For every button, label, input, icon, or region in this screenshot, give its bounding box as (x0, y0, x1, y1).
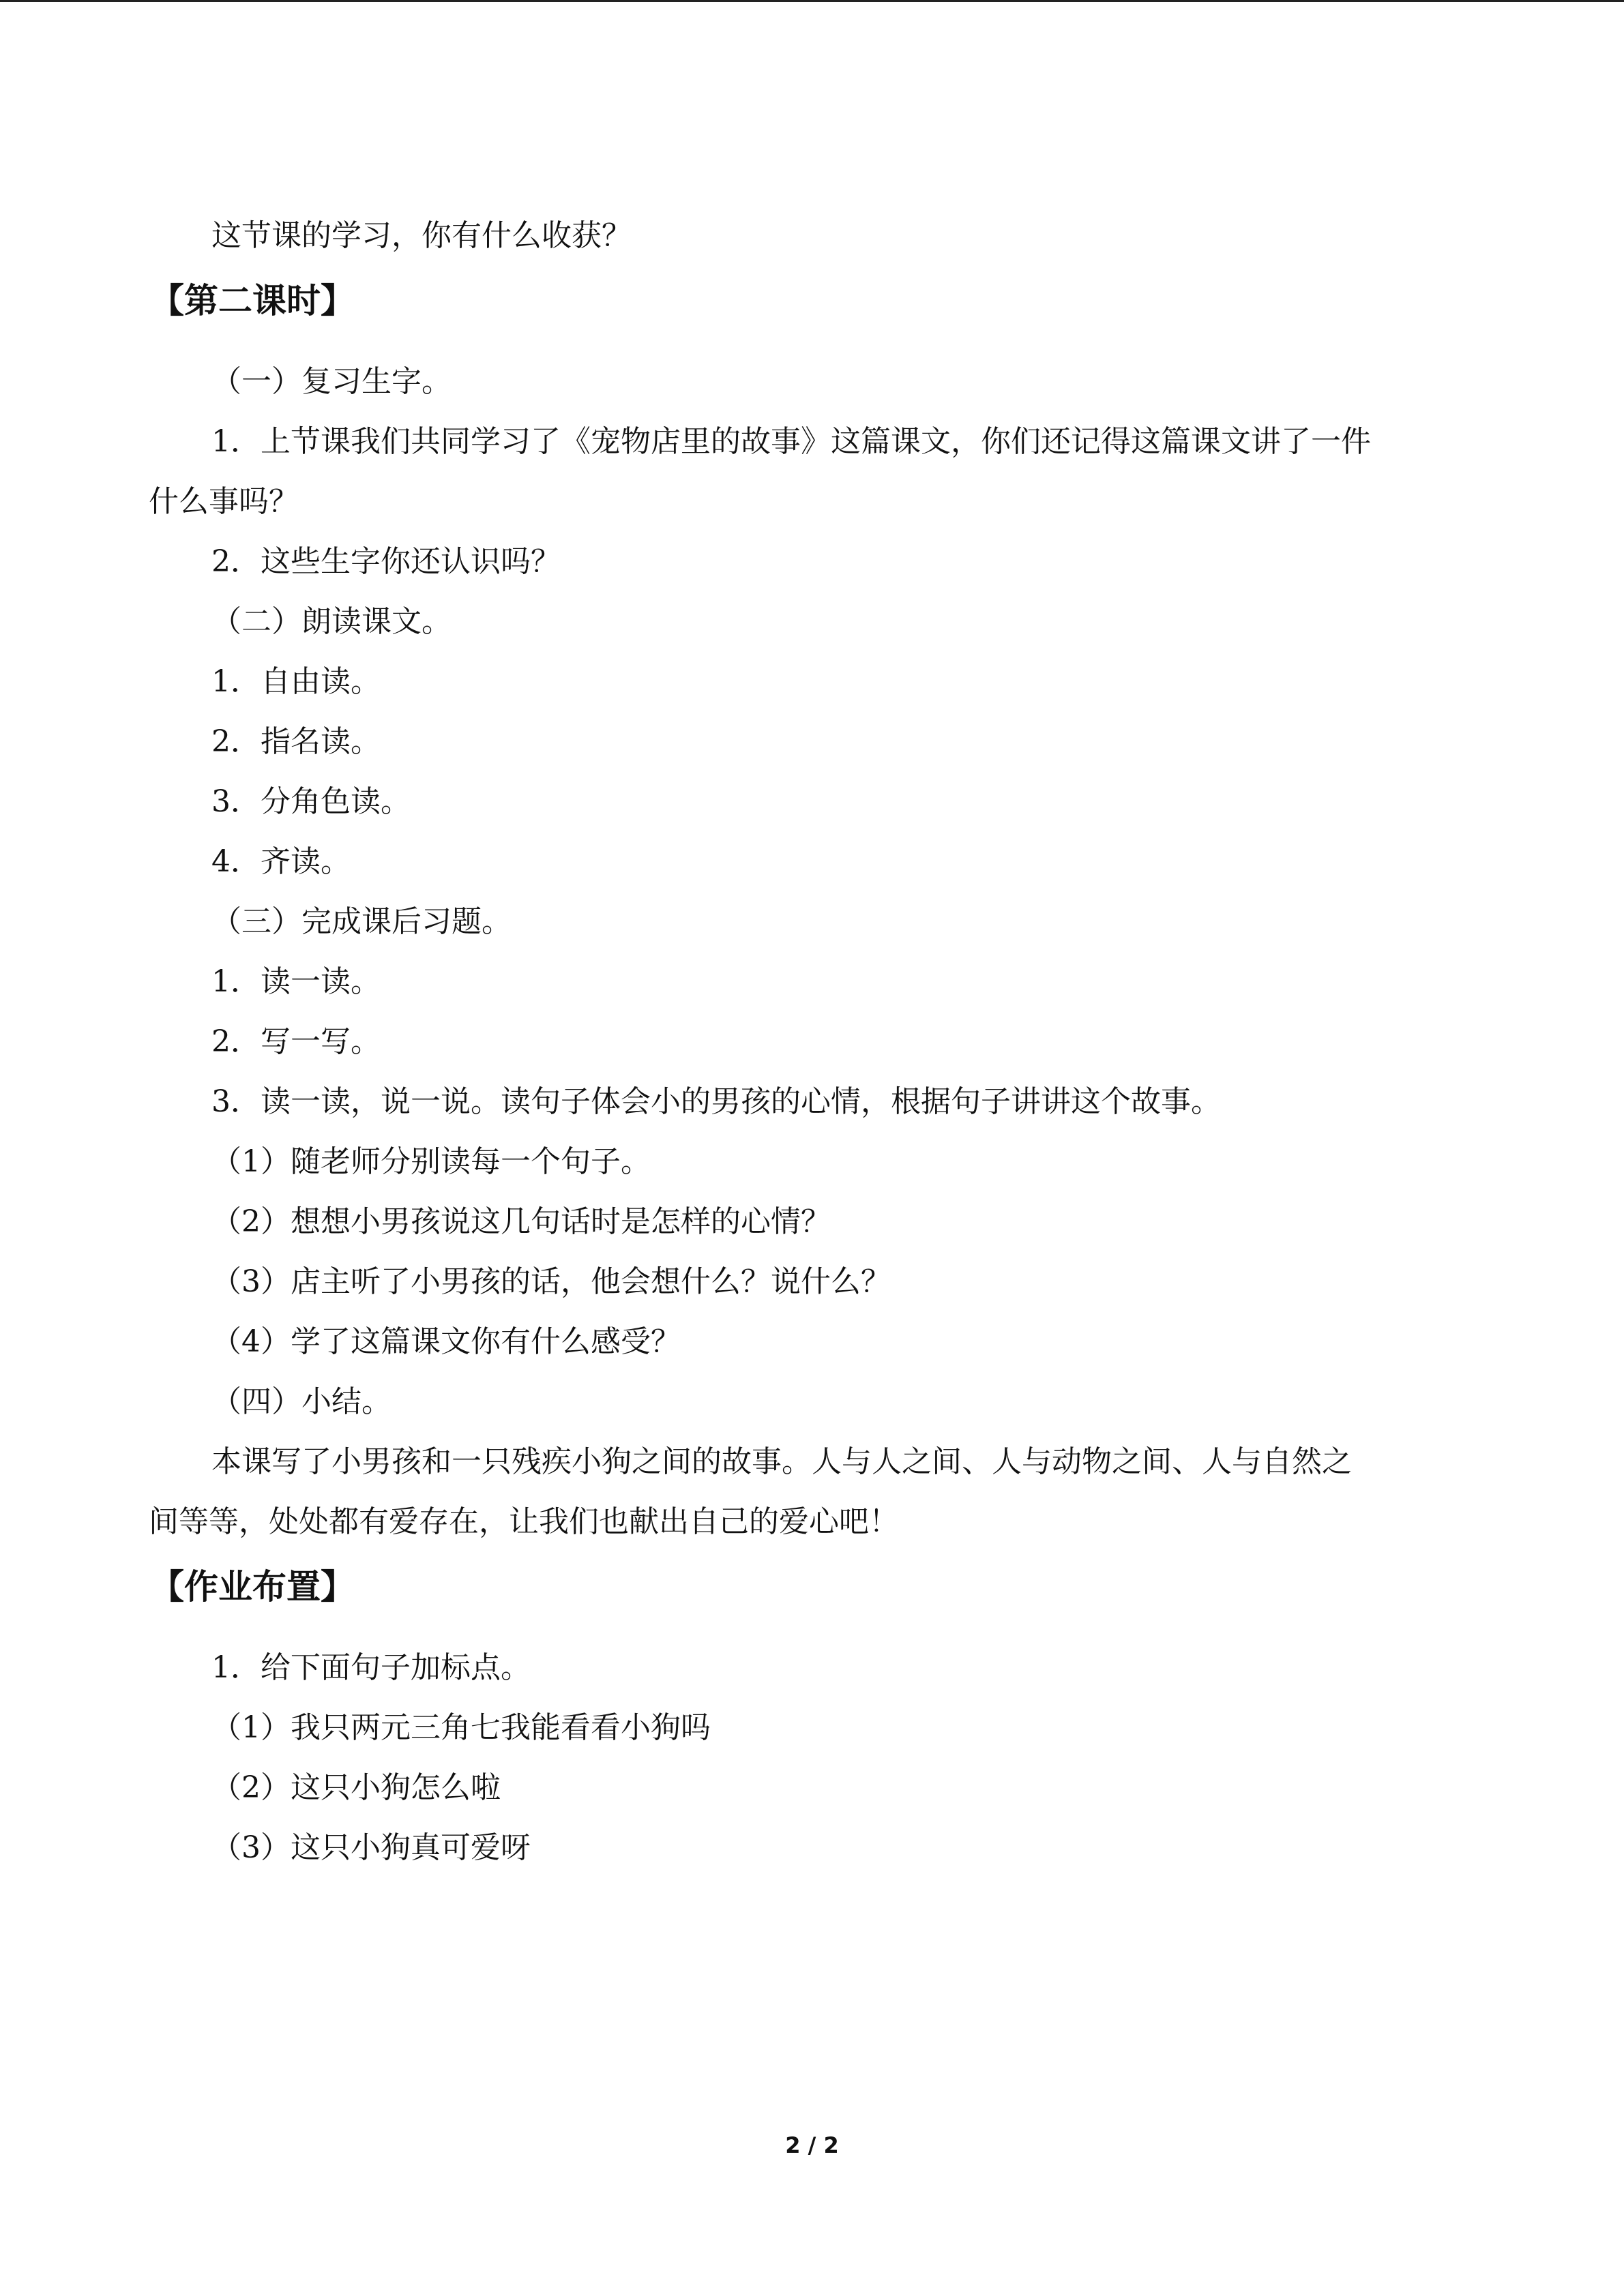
exercise-item-2: 2．写一写。 (211, 1024, 381, 1059)
read-item-3: 3．分角色读。 (211, 784, 411, 819)
exercise-sub-2: （2）想想小男孩说这几句话时是怎样的心情？ (211, 1204, 831, 1239)
read-item-2: 2．指名读。 (211, 724, 381, 759)
summary-paragraph: 本课写了小男孩和一只残疾小狗之间的故事。人与人之间、人与动物之间、人与自然之 (211, 1444, 1352, 1479)
review-item-2: 2．这些生字你还认识吗？ (211, 544, 561, 579)
section-exercises: （三）完成课后习题。 (211, 904, 512, 939)
page-number: 2 / 2 (785, 2132, 839, 2158)
summary-paragraph-continued: 间等等，处处都有爱存在，让我们也献出自己的爱心吧！ (149, 1504, 899, 1539)
exercise-sub-1: （1）随老师分别读每一个句子。 (211, 1144, 651, 1179)
read-item-1: 1．自由读。 (211, 664, 381, 699)
review-item-1: 1．上节课我们共同学习了《宠物店里的故事》这篇课文，你们还记得这篇课文讲了一件 (211, 424, 1371, 459)
exercise-sub-4: （4）学了这篇课文你有什么感受？ (211, 1324, 681, 1359)
section-review-characters: （一）复习生字。 (211, 364, 452, 399)
section-summary: （四）小结。 (211, 1384, 392, 1419)
read-item-4: 4．齐读。 (211, 844, 351, 879)
heading-homework: 【作业布置】 (150, 1567, 355, 1607)
homework-sub-2: （2）这只小狗怎么啦 (211, 1770, 501, 1805)
homework-sub-1: （1）我只两元三角七我能看看小狗吗 (211, 1710, 711, 1745)
review-item-1-continued: 什么事吗？ (149, 484, 299, 519)
section-read-aloud: （二）朗读课文。 (211, 604, 452, 639)
exercise-sub-3: （3）店主听了小男孩的话，他会想什么？说什么？ (211, 1264, 891, 1299)
summary-question: 这节课的学习，你有什么收获？ (211, 218, 632, 253)
heading-second-lesson: 【第二课时】 (150, 281, 355, 320)
homework-sub-3: （3）这只小狗真可爱呀 (211, 1830, 531, 1865)
homework-item-1: 1．给下面句子加标点。 (211, 1650, 531, 1685)
exercise-item-3: 3．读一读，说一说。读句子体会小的男孩的心情，根据句子讲讲这个故事。 (211, 1084, 1221, 1119)
exercise-item-1: 1．读一读。 (211, 964, 381, 999)
